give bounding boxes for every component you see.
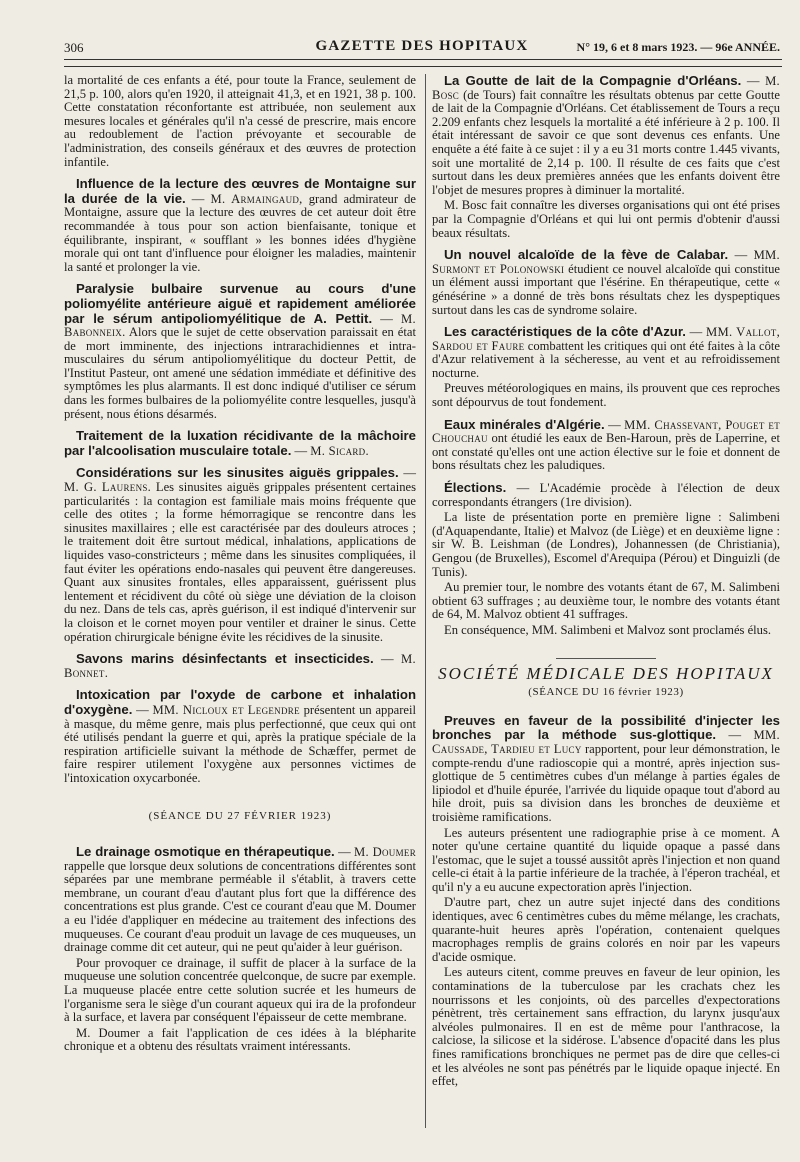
article-text: étudient ce nouvel alcaloïde qui constitue un élément aussi important que l'ésérine. En thérapeutique, cette « génésérine » a donné de très bons résultats chez les dyspeptiques surtout dans les cas de syndrome solaire. <box>432 261 781 317</box>
article-savons: Savons marins désinfectants et insecticides. — M. Bonnet. <box>64 651 416 680</box>
article-text: rapportent, pour leur démonstration, le compte-rendu d'une radioscopie qui a montré, après injection sus-glottique de 5 centimètres cubes d'un mélange à parties égales de lipiodol et d'huile épurée, l'arrivée du liquide opaque tout d'abord au hile droit, puis sa division dans les bronches de deuxième et troisième ramifications. <box>432 741 781 824</box>
paragraph: En conséquence, MM. Salimbeni et Malvoz sont proclamés élus. <box>444 622 772 637</box>
article-bronches: Preuves en faveur de la possibilité d'injecter les bronches par la méthode sus-glottique. — MM. Caussade, Tardieu et Lucy rapportent, pour leur démonstration, le compte-rendu d'une radioscopie qui a montré, après injection sus-glottique de 5 centimètres cubes d'un mélange à parties égales de lipiodol et d'huile épurée, l'arrivée du liquide opaque tout d'abord au hile droit, puis sa division dans les bronches de deuxième et troisième ramifications. <box>432 712 781 824</box>
article-title: Eaux minérales d'Algérie. <box>444 416 605 432</box>
article-elections: Élections. — L'Académie procède à l'élection de deux correspondants étrangers (1re division). <box>432 480 781 509</box>
seance-date: (SÉANCE DU 27 FÉVRIER 1923) <box>148 809 332 822</box>
journal-title: GAZETTE DES HOPITAUX <box>315 38 529 54</box>
article-author: MM. Caussade, Tardieu et Lucy <box>432 728 780 756</box>
header-rule <box>64 59 782 60</box>
paragraph: D'autre part, chez un autre sujet injecté dans des conditions identiques, avec 6 centimètres cubes du même mélange, les crachats, quarante-huit heures après l'opération, contenaient quelques macrophages remplis de grains colorés en noir par les vapeurs d'acide osmique. <box>432 895 780 964</box>
issue-info: N° 19, 6 et 8 mars 1923. — 96e ANNÉE. <box>576 40 780 54</box>
paragraph: Pour provoquer ce drainage, il suffit de placer à la surface de la muqueuse une solution concentrée quelconque, de sucre par exemple. La muqueuse placée entre cette solution sucrée et les humeurs de l'organisme sera le siège d'un courant aqueux qui ira de la profondeur à la surface, et lavera par conséquent l'épaisseur de cette membrane. <box>64 955 416 1025</box>
article-author: M. G. Laurens. <box>64 480 152 495</box>
article-text: combattent les critiques qui ont été faites à la côte d'Azur relativement à la sécheresse, au vent et au refroidissement nocturne. <box>432 338 780 380</box>
article-montaigne: Influence de la lecture des œuvres de Montaigne sur la durée de la vie. — M. Armaingaud, grand admirateur de Montaigne, assure que la lecture des œuvres de cet auteur doit être recommandée à tous pour son action bienfaisante, tonique et équilibrante, inspirant, « soufflant » les bonnes idées d'hygiène morale qui ont tant d'influence pour éloigner les maladies, maintenir la santé et prolonger la vie. <box>64 176 417 274</box>
article-eaux-algerie: Eaux minérales d'Algérie. — MM. Chassevant, Pouget et Chouchau ont étudié les eaux de Ben-Haroun, près de Laperrine, et ont constaté qu'elles ont une action élective sur le foie et donnent de bons résultats chez les paludiques. <box>432 416 781 473</box>
article-drainage: Le drainage osmotique en thérapeutique. — M. Doumer rappelle que lorsque deux solutions de concentrations différentes sont séparées par une membrane perméable il s'établit, à travers cette membrane, un courant d'eau d'autant plus fort que la différence des concentrations est plus grande. C'est ce courant d'eau que M. Doumer a eu l'idée d'appliquer en médecine au traitement des infections des muqueuses. Ce courant d'eau produit un lavage de ces muqueuses, un drainage comme dit cet auteur, qui ne peut qu'aider à leur guérison. <box>64 844 417 955</box>
article-text: Les sinusites aiguës grippales présentent certaines particularités : la contagion est familiale mais moins fréquente que celle des otites ; la forme hémorragique se rencontre dans les sinusites maxillaires ; elle est caractérisée par des douleurs atroces ; le traitement doit être surtout médical, inhalations, applications de liquides vaso-constricteurs ; même dans les sinusites compliquées, il faut éviter les opérations endo-nasales qui peuvent être dangereuses. Quant aux sinusites frontales, elles apparaissent, guérissent plus lentement et récidivent du côté où siège une déviation de la cloison du nez. Dans de tels cas, après guérison, il est indiqué d'intervenir sur la cloison et le cornet moyen pour ventiler et drainer le sinus. Cette opération chirurgicale bénigne évite les récidives de la sinusite. <box>64 480 416 644</box>
article-title: Intoxication par l'oxyde de carbone et inhalation d'oxygène. <box>64 687 416 717</box>
article-author: M. Bonnet. <box>64 652 416 680</box>
article-luxation: Traitement de la luxation récidivante de la mâchoire par l'alcoolisation musculaire totale. — M. Sicard. <box>64 428 416 458</box>
society-title: SOCIÉTÉ MÉDICALE DES HOPITAUX <box>438 663 774 683</box>
article-text: Alors que le sujet de cette observation paraissait en état de mort imminente, des injections intrarachidiennes et intra-musculaires du sérum antipoliomyélitique du docteur Pettit, de l'Institut Pasteur, ont amené une sédation immédiate et définitive des symptômes les plus alarmants. Il est donc indiqué d'utiliser ce sérum dans les formes bulbaires de la poliomyélite contre lesquelles, jusqu'à présent, nous étions désarmés. <box>64 325 416 421</box>
page-number: 306 <box>64 40 84 55</box>
article-oxyde: Intoxication par l'oxyde de carbone et inhalation d'oxygène. — MM. Nicloux et Legendre présentent un appareil à masque, du même genre, mais plus perfectionné, que ceux qui ont été utilisés pendant la guerre et qui, après la pratique spéciale de la respiration artificielle suivant la méthode de Schæffer, permet de faire respirer utilement l'oxygène aux personnes victimes de l'intoxication oxycarbonée. <box>64 687 417 785</box>
seance-label: SÉANCE DU <box>532 686 600 699</box>
paragraph: Au premier tour, le nombre des votants étant de 67, M. Salimbeni obtient 63 suffrages ; au deuxième tour, le nombre des votants étant de 64, M. Malvoz obtient 41 suffrages. <box>432 580 780 622</box>
article-title: Les caractéristiques de la côte d'Azur. <box>444 324 686 340</box>
paragraph: M. Doumer a fait l'application de ces idées à la blépharite chronique et a obtenu des résultats vraiment intéressants. <box>64 1025 416 1054</box>
article-title: Paralysie bulbaire survenue au cours d'une poliomyélite antérieure aiguë et rapidement améliorée par le sérum antipoliomyélitique de A. Pettit. <box>64 281 416 326</box>
article-title: Traitement de la luxation récidivante de la mâchoire par l'alcoolisation musculaire totale. <box>64 428 416 458</box>
article-text: L'Académie procède à l'élection de deux correspondants étrangers (1re division). <box>432 481 781 509</box>
article-author: MM. Chassevant, Pouget et Chouchau <box>432 417 781 446</box>
article-author: M. Armaingaud, <box>210 191 303 206</box>
society-seance: (SÉANCE DU 16 février 1923) <box>528 686 684 699</box>
article-text: présentent un appareil à masque, du même genre, mais plus perfectionné, que ceux qui ont été utilisés pendant la guerre et qui, après la pratique spéciale de la respiration artificielle suivant la méthode de Schæffer, permet de faire respirer utilement l'oxygène aux personnes victimes de l'intoxication oxycarbonée. <box>64 702 417 785</box>
section-divider <box>556 658 656 659</box>
article-text: grand admirateur de Montaigne, assure que la lecture des œuvres de cet auteur doit être recommandée à tous pour son action bienfaisante, tonique et équilibrante, inspirant, « soufflant » les bonnes idées d'hygiène morale qui ont tant d'influence pour éloigner les maladies, maintenir la santé et prolonger la vie. <box>64 191 417 274</box>
article-text: rappelle que lorsque deux solutions de concentrations différentes sont séparées par une membrane perméable il s'établit, à travers cette membrane, un courant d'eau d'autant plus fort que la différence des concentrations est plus grande. C'est ce courant d'eau que M. Doumer a eu l'idée d'appliquer en médecine au traitement des infections des muqueuses. Ce courant d'eau produit un lavage de ces muqueuses, un drainage comme dit cet auteur, qui ne peut qu'aider à leur guérison. <box>64 858 416 955</box>
article-title: Le drainage osmotique en thérapeutique. <box>76 844 335 860</box>
article-sinusites: Considérations sur les sinusites aiguës grippales. — M. G. Laurens. Les sinusites aiguës grippales présentent certaines particularités : la contagion est familiale mais moins fréquente que celle des otites ; la forme hémorragique se rencontre dans les sinusites maxillaires ; elle est caractérisée par des douleurs atroces ; le traitement doit être surtout médical, inhalations, applications de liquides vaso-constricteurs ; même dans les sinusites compliquées, il faut éviter les opérations endo-nasales qui peuvent être dangereuses. Quant aux sinusites frontales, elles apparaissent, guérissent plus lentement et récidivent du côté où siège une déviation de la cloison du nez. Dans de tels cas, après guérison, il est indiqué d'intervenir sur la cloison et le cornet moyen pour ventiler et drainer le sinus. Cette opération chirurgicale bénigne évite les récidives de la sinusite. <box>64 465 416 644</box>
article-alcaloide: Un nouvel alcaloïde de la fève de Calabar. — MM. Surmont et Polonowski étudient ce nouvel alcaloïde qui constitue un élément aussi important que l'ésérine. En thérapeutique, cette « génésérine » a donné de très bons résultats chez les dyspeptiques surtout dans les cas de syndrome solaire. <box>432 247 781 317</box>
article-author: MM. Surmont et Polonowski <box>432 248 781 276</box>
paragraph: Les auteurs citent, comme preuves en faveur de leur opinion, les contaminations de la tuberculose par les crachats chez les nourrissons et les conjoints, où des parcelles d'expectorations pénètrent, très certainement sans effraction, du larynx jusqu'aux alvéoles pulmonaires. Il en est de même pour l'anthracose, la calciose, la silicose et la sidérose. L'absence d'opacité dans les plus fines ramifications bronchiques ne permet pas de dire que celles-ci et les alvéoles ne sont pas pénétrés par le liquide opaque injecté. En effet, <box>432 965 780 1089</box>
article-author: M. Doumer <box>354 845 417 860</box>
seance-date: 16 février 1923 <box>602 686 680 699</box>
article-title: La Goutte de lait de la Compagnie d'Orléans. <box>444 73 742 88</box>
right-column <box>432 74 780 1097</box>
article-author: MM. Vallot, Sardou et Faure <box>432 325 781 353</box>
article-author: M. Bosc <box>432 74 781 102</box>
article-title: Un nouvel alcaloïde de la fève de Calabar. <box>444 247 729 263</box>
article-title: Élections. <box>444 480 507 496</box>
article-title: Preuves en faveur de la possibilité d'injecter les bronches par la méthode sus-glottique. <box>432 712 780 743</box>
article-author: M. Sicard. <box>310 443 369 458</box>
header-rule-double <box>64 66 782 67</box>
article-title: Influence de la lecture des œuvres de Montaigne sur la durée de la vie. <box>64 176 416 206</box>
article-paralysie: Paralysie bulbaire survenue au cours d'une poliomyélite antérieure aiguë et rapidement améliorée par le sérum antipoliomyélitique de A. Pettit. — M. Babonneix. Alors que le sujet de cette observation paraissait en état de mort imminente, des injections intrarachidiennes et intra-musculaires du sérum antipoliomyélitique du docteur Pettit, de l'Institut Pasteur, ont amené une sédation immédiate et définitive des symptômes les plus alarmants. Il est donc indiqué d'utiliser ce sérum dans les formes bulbaires de la poliomyélite contre lesquelles, jusqu'à présent, nous étions désarmés. <box>64 281 416 421</box>
paragraph: Preuves météorologiques en mains, ils prouvent que ces reproches sont dépourvus de tout fondement. <box>432 381 780 410</box>
article-text: ont étudié les eaux de Ben-Haroun, près de Laperrine, et ont constaté qu'elles ont une action élective sur le foie et donnent de bons résultats chez les paludiques. <box>432 431 780 473</box>
article-title: Considérations sur les sinusites aiguës grippales. <box>76 465 399 481</box>
paragraph: La liste de présentation porte en première ligne : Salimbeni (d'Aquapendante, Italie) et Malvoz (de Liège) et en deuxième ligne : sir W. B. Leishman (de Londres), Johannessen (de Christiania), Gengou (de Bruxelles), Escomel d'Arequipa (Pérou) et Dinguizli (de Tunis). <box>432 510 780 579</box>
page-header <box>64 36 780 58</box>
column-separator <box>425 74 426 1128</box>
paragraph: la mortalité de ces enfants a été, pour toute la France, seulement de 21,5 p. 100, alors qu'en 1920, il atteignait 41,3, et en 1921, 38 p. 100. Cette constatation réconfortante est attribuée, non seulement aux mesures locales et générales qu'il n'a cessé de prescrire, mais encore au redoublement de l'action prévoyante et secourable de l'administration, des conseils généraux et des œuvres de protection infantile. <box>64 73 416 169</box>
left-column <box>64 74 416 1062</box>
article-author: MM. Nicloux et Legendre <box>152 702 300 717</box>
article-author: M. Babonneix. <box>64 311 416 340</box>
article-text: (de Tours) fait connaître les résultats obtenus par cette Goutte de lait de la Compagnie d'Orléans. Cet établissement de Tours a reçu 2.209 enfants chez lesquels la mortalité a été inférieure à 2 p. 100. Il était intéressant de savoir ce que sont devenus ces enfants. Une enquête a été faite à ce sujet : il y a eu 31 morts contre 1.445 vivants, soit une mortalité de 2,14 p. 100. Il résulte de ces faits que c'est surtout dans les deux premières années que les enfants doivent être l'objet de mesures propres à diminuer la mortalité. <box>432 87 780 197</box>
paragraph: M. Bosc fait connaître les diverses organisations qui ont été prises par la Compagnie d'Orléans et qui lui ont permis d'obtenir d'aussi beaux résultats. <box>432 198 780 240</box>
paragraph: Les auteurs présentent une radiographie prise à ce moment. A noter qu'une certaine quantité du liquide opaque a passé dans l'estomac, que le sujet a toussé aussitôt après l'injection et non quand celle-ci était à la partie inférieure de la trachée, à l'éperon trachéal, et qu'il n'y a eu aucune expectoration après l'injection. <box>432 825 780 894</box>
article-title: Savons marins désinfectants et insecticides. <box>76 651 374 667</box>
article-cote-azur: Les caractéristiques de la côte d'Azur. — MM. Vallot, Sardou et Faure combattent les critiques qui ont été faites à la côte d'Azur relativement à la sécheresse, au vent et au refroidissement nocturne. <box>432 324 781 380</box>
article-goutte-de-lait: La Goutte de lait de la Compagnie d'Orléans. — M. Bosc (de Tours) fait connaître les résultats obtenus par cette Goutte de lait de la Compagnie d'Orléans. Cet établissement de Tours a reçu 2.209 enfants chez lesquels la mortalité a été inférieure à 2 p. 100. Il était intéressant de savoir ce que sont devenus ces enfants. Une enquête a été faite à ce sujet : il y a eu 31 morts contre 1.445 vivants, soit une mortalité de 2,14 p. 100. Il résulte de ces faits que c'est surtout dans les deux premières années que les enfants doivent être l'objet de mesures propres à diminuer la mortalité. <box>432 73 781 197</box>
